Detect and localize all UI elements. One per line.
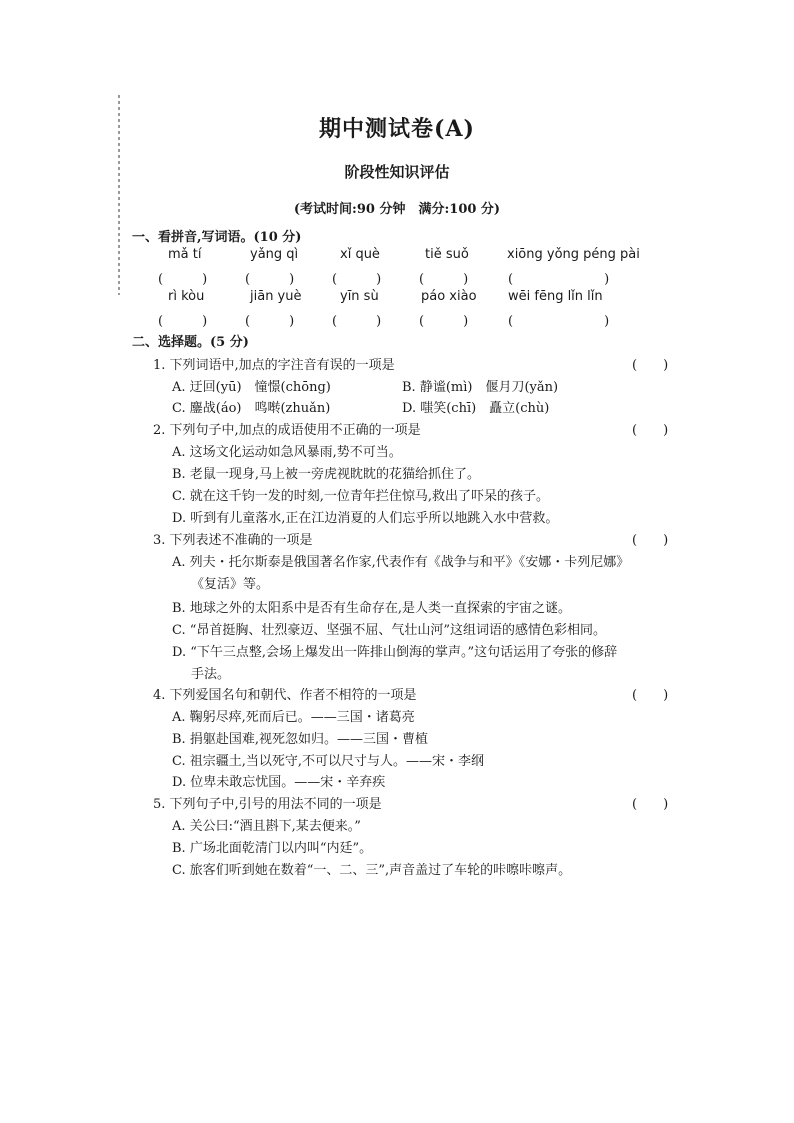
option-a-continued: 《复活》等。 (191, 577, 270, 592)
exam-info: (考试时间:90 分钟 满分:100 分) (293, 202, 501, 217)
option-b: B. 静谧(mì) 偃月刀(yǎn) (402, 380, 559, 395)
page-title: 期中测试卷(A) (319, 116, 475, 142)
page-subtitle: 阶段性知识评估 (344, 163, 450, 181)
option-a: A. 这场文化运动如急风暴雨,势不可当。 (172, 445, 402, 460)
pinyin-5: xiōng yǒng péng pài (507, 247, 640, 262)
question-3: 3. 下列表述不准确的一项是 (153, 533, 313, 548)
answer-bracket[interactable]: ( ) (632, 797, 669, 812)
question-1: 1. 下列词语中,加点的字注音有误的一项是 (153, 358, 395, 373)
question-4: 4. 下列爱国名句和朝代、作者不相符的一项是 (153, 688, 417, 703)
answer-blank[interactable]: ( ) (332, 314, 382, 329)
option-c: C. 就在这千钧一发的时刻,一位青年拦住惊马,救出了吓呆的孩子。 (172, 489, 550, 504)
option-a: A. 鞠躬尽瘁,死而后已。——三国・诸葛亮 (172, 710, 415, 725)
option-b: B. 老鼠一现身,马上被一旁虎视眈眈的花猫给抓住了。 (172, 467, 480, 482)
answer-bracket[interactable]: ( ) (632, 423, 669, 438)
pinyin-9: páo xiào (421, 289, 477, 304)
pinyin-4: tiě suǒ (425, 247, 469, 262)
option-d: D. 位卑未敢忘忧国。——宋・辛弃疾 (172, 775, 386, 790)
pinyin-8: yīn sù (340, 289, 379, 304)
answer-blank[interactable]: ( ) (158, 272, 208, 287)
pinyin-10: wēi fēng lǐn lǐn (508, 289, 603, 304)
pinyin-7: jiān yuè (250, 289, 302, 304)
answer-blank-long[interactable]: ( ) (508, 272, 610, 287)
question-2: 2. 下列句子中,加点的成语使用不正确的一项是 (153, 423, 421, 438)
section1-heading: 一、看拼音,写词语。(10 分) (132, 230, 302, 245)
pinyin-1: mǎ tí (168, 247, 202, 262)
option-c: C. 旅客们听到她在数着“一、二、三”,声音盖过了车轮的咔嚓咔嚓声。 (172, 863, 572, 878)
option-d: D. “下午三点整,会场上爆发出一阵排山倒海的掌声。”这句话运用了夸张的修辞 (172, 645, 618, 660)
pinyin-2: yǎng qì (250, 247, 299, 262)
pinyin-3: xǐ què (340, 247, 380, 262)
answer-blank[interactable]: ( ) (419, 272, 469, 287)
option-d: D. 嗤笑(chī) 矗立(chù) (402, 401, 550, 416)
option-b: B. 捐躯赴国难,视死忽如归。——三国・曹植 (172, 732, 428, 747)
answer-bracket[interactable]: ( ) (632, 533, 669, 548)
pinyin-6: rì kòu (168, 289, 205, 304)
option-c: C. “昂首挺胸、壮烈豪迈、坚强不屈、气壮山河”这组词语的感情色彩相同。 (172, 623, 607, 638)
option-d-continued: 手法。 (191, 667, 231, 682)
option-d: D. 听到有儿童落水,正在江边消夏的人们忘乎所以地跳入水中营救。 (172, 511, 559, 526)
section2-heading: 二、选择题。(5 分) (132, 335, 249, 350)
answer-blank[interactable]: ( ) (158, 314, 208, 329)
answer-blank-long[interactable]: ( ) (508, 314, 610, 329)
option-c: C. 祖宗疆土,当以死守,不可以尺寸与人。——宋・李纲 (172, 754, 485, 769)
answer-blank[interactable]: ( ) (245, 314, 295, 329)
option-a: A. 迂回(yū) 憧憬(chōng) (172, 380, 331, 395)
answer-blank[interactable]: ( ) (332, 272, 382, 287)
answer-bracket[interactable]: ( ) (632, 688, 669, 703)
answer-bracket[interactable]: ( ) (632, 358, 669, 373)
option-c: C. 鏖战(áo) 鸣啭(zhuǎn) (172, 401, 331, 416)
option-a: A. 列夫・托尔斯泰是俄国著名作家,代表作有《战争与和平》《安娜・卡列尼娜》 (172, 555, 630, 570)
answer-blank[interactable]: ( ) (419, 314, 469, 329)
option-b: B. 广场北面乾清门以内叫“内廷”。 (172, 841, 373, 856)
question-5: 5. 下列句子中,引号的用法不同的一项是 (153, 797, 382, 812)
option-a: A. 关公曰:“酒且斟下,某去便来。” (172, 819, 361, 834)
answer-blank[interactable]: ( ) (245, 272, 295, 287)
option-b: B. 地球之外的太阳系中是否有生命存在,是人类一直探索的宇宙之谜。 (172, 601, 571, 616)
